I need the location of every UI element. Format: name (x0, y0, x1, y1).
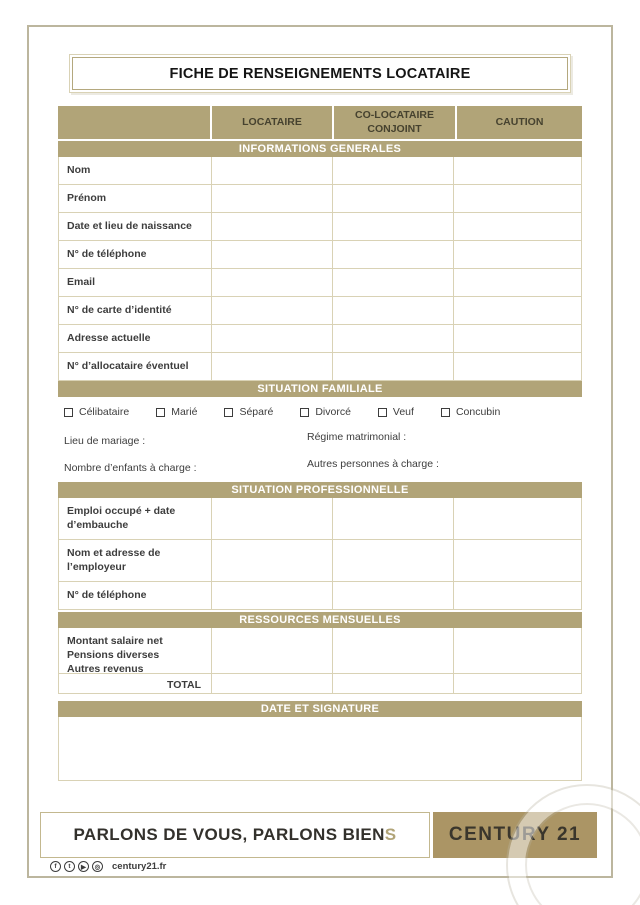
input-cell[interactable] (211, 325, 332, 352)
row-label: Nom et adresse de l’employeur (67, 547, 161, 574)
social-row (50, 861, 166, 872)
input-cell[interactable] (211, 353, 332, 380)
input-cell[interactable] (211, 269, 332, 296)
input-cell[interactable] (332, 297, 453, 324)
row-label: N° d’allocataire éventuel (67, 360, 189, 372)
checkbox-label: Marié (171, 406, 198, 418)
field-label: Autres personnes à charge : (307, 458, 439, 470)
input-cell[interactable] (332, 241, 453, 268)
input-cell[interactable] (453, 157, 583, 184)
input-cell[interactable] (332, 674, 453, 693)
input-cell[interactable] (453, 241, 583, 268)
checkbox-label: Célibataire (79, 406, 130, 418)
input-cell[interactable] (332, 325, 453, 352)
column-header-row (58, 106, 582, 139)
table-row (58, 540, 582, 582)
input-cell[interactable] (211, 157, 332, 184)
input-cell[interactable] (211, 674, 332, 693)
input-cell[interactable] (453, 582, 583, 609)
section-band-general (58, 141, 582, 157)
checkbox[interactable] (300, 408, 309, 417)
twitter-icon[interactable]: t (64, 861, 75, 872)
slogan-text: PARLONS DE VOUS, PARLONS BIEN (73, 825, 385, 844)
input-cell[interactable] (453, 674, 583, 693)
table-row (58, 241, 582, 269)
website-link[interactable]: century21.fr (112, 861, 167, 872)
input-cell[interactable] (453, 269, 583, 296)
input-cell[interactable] (453, 297, 583, 324)
option-item (224, 406, 273, 418)
checkbox[interactable] (441, 408, 450, 417)
input-cell[interactable] (332, 498, 453, 539)
input-cell[interactable] (332, 213, 453, 240)
section-title: RESSOURCES MENSUELLES (239, 614, 401, 626)
section-band-ressources (58, 612, 582, 628)
table-row (58, 353, 582, 381)
title-frame (69, 54, 571, 93)
header-cell-empty (58, 106, 210, 139)
input-cell[interactable] (211, 241, 332, 268)
table-row (58, 213, 582, 241)
resource-line: Montant salaire net (67, 635, 163, 647)
input-cell[interactable] (332, 628, 453, 681)
familiale-area (58, 397, 582, 482)
table-row (58, 628, 582, 674)
option-item (441, 406, 500, 418)
table-row (58, 157, 582, 185)
table-row (58, 498, 582, 540)
option-item (300, 406, 351, 418)
century21-logo (433, 812, 597, 858)
row-label: Prénom (67, 192, 107, 204)
checkbox[interactable] (378, 408, 387, 417)
checkbox[interactable] (224, 408, 233, 417)
section-title: DATE ET SIGNATURE (260, 703, 380, 715)
table-row (58, 297, 582, 325)
input-cell[interactable] (453, 213, 583, 240)
input-cell[interactable] (211, 213, 332, 240)
header-cell-colocataire: CO-LOCATAIRE CONJOINT (334, 106, 455, 139)
input-cell[interactable] (453, 325, 583, 352)
marital-status-options (64, 406, 576, 418)
brand-name: CENTURY 21 (448, 824, 582, 845)
input-cell[interactable] (453, 353, 583, 380)
checkbox[interactable] (64, 408, 73, 417)
page-title: FICHE DE RENSEIGNEMENTS LOCATAIRE (169, 66, 471, 82)
row-label: N° de téléphone (67, 589, 147, 601)
field-label: Nombre d’enfants à charge : (64, 462, 197, 474)
row-label: Adresse actuelle (67, 332, 151, 344)
section-band-signature (58, 701, 582, 717)
input-cell[interactable] (332, 185, 453, 212)
checkbox-label: Séparé (239, 406, 274, 418)
input-cell[interactable] (211, 628, 332, 681)
table-row (58, 269, 582, 297)
field-label: Lieu de mariage : (64, 435, 146, 447)
resource-line: Autres revenus (67, 663, 144, 676)
input-cell[interactable] (453, 185, 583, 212)
checkbox-label: Veuf (392, 406, 414, 418)
form-table (58, 106, 582, 781)
input-cell[interactable] (332, 157, 453, 184)
familiale-line (64, 431, 576, 445)
header-cell-caution: CAUTION (457, 106, 582, 139)
input-cell[interactable] (332, 269, 453, 296)
row-label: Date et lieu de naissance (67, 220, 192, 232)
section-title: SITUATION FAMILIALE (257, 383, 383, 395)
input-cell[interactable] (332, 540, 453, 581)
section-title: INFORMATIONS GENERALES (238, 143, 402, 155)
total-label: TOTAL (166, 679, 201, 691)
table-row (58, 582, 582, 610)
section-band-familiale (58, 381, 582, 397)
row-label: Emploi occupé + date d’embauche (67, 505, 176, 532)
facebook-icon[interactable]: f (50, 861, 61, 872)
checkbox-label: Divorcé (315, 406, 351, 418)
instagram-icon[interactable]: ◎ (92, 861, 103, 872)
section-title: SITUATION PROFESSIONNELLE (231, 484, 409, 496)
row-label: N° de carte d’identité (67, 304, 172, 316)
slogan-accent: S (384, 825, 397, 844)
option-item (64, 406, 129, 418)
input-cell[interactable] (453, 498, 583, 539)
row-label: Nom (67, 164, 91, 176)
youtube-icon[interactable]: ▶ (78, 861, 89, 872)
table-row (58, 325, 582, 353)
checkbox[interactable] (156, 408, 165, 417)
total-row (58, 674, 582, 694)
input-cell[interactable] (453, 628, 583, 681)
checkbox-label: Concubin (455, 406, 501, 418)
row-label: N° de téléphone (67, 248, 147, 260)
input-cell[interactable] (332, 582, 453, 609)
resource-line: Pensions diverses (67, 649, 160, 662)
slogan-box (40, 812, 430, 858)
input-cell[interactable] (211, 582, 332, 609)
row-label (59, 628, 211, 681)
section-band-professionnelle (58, 482, 582, 498)
row-label: Email (67, 276, 96, 288)
signature-box[interactable] (58, 717, 582, 781)
input-cell[interactable] (332, 353, 453, 380)
input-cell[interactable] (211, 185, 332, 212)
header-cell-locataire: LOCATAIRE (212, 106, 332, 139)
familiale-line (64, 458, 576, 472)
footer-bar (40, 812, 597, 858)
input-cell[interactable] (453, 540, 583, 581)
table-row (58, 185, 582, 213)
option-item (378, 406, 414, 418)
option-item (156, 406, 197, 418)
input-cell[interactable] (211, 540, 332, 581)
field-label: Régime matrimonial : (307, 431, 407, 443)
input-cell[interactable] (211, 297, 332, 324)
input-cell[interactable] (211, 498, 332, 539)
